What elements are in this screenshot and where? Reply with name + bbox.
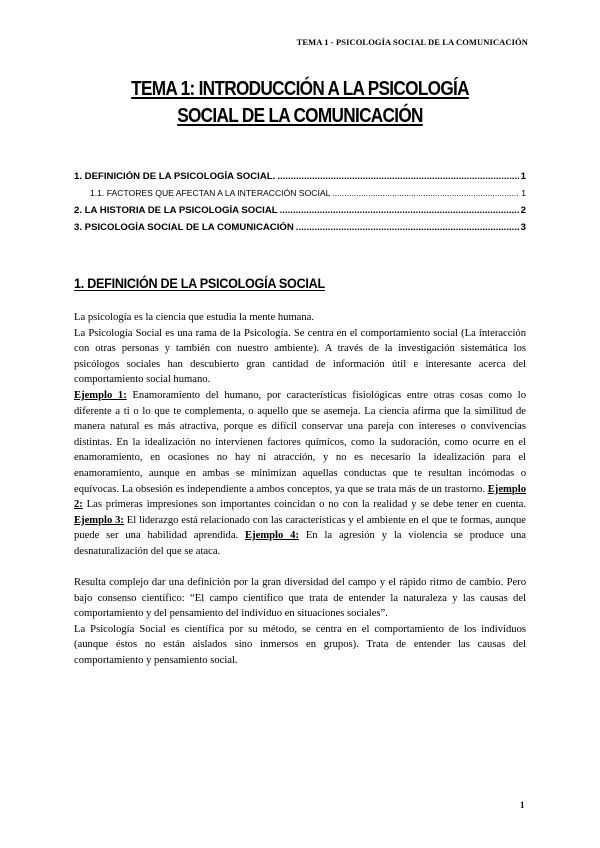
example-text: El liderazgo está relacionado con las características y el ambiente en el que te formas, aunque puede ser una habilidad aprendida. xyxy=(74,514,526,542)
toc-dot-leader xyxy=(277,171,518,182)
examples-paragraph xyxy=(74,388,526,560)
toc-dot-leader xyxy=(280,205,519,216)
toc-entry[interactable] xyxy=(74,205,526,219)
document-title xyxy=(94,76,507,130)
toc-entry-page: 1 xyxy=(520,171,526,182)
running-header: TEMA 1 - PSICOLOGÍA SOCIAL DE LA COMUNICACIÓN xyxy=(296,37,528,47)
page-number: 1 xyxy=(520,800,525,810)
paragraph: La psicología es la ciencia que estudia la mente humana. xyxy=(74,312,315,323)
toc-entry-page: 2 xyxy=(520,205,526,216)
example-label: Ejemplo 1: xyxy=(74,389,127,401)
title-line-2: SOCIAL DE LA COMUNICACIÓN xyxy=(177,105,423,127)
toc-entry[interactable] xyxy=(90,188,526,202)
toc-dot-leader xyxy=(332,188,519,198)
paragraph: Resulta complejo dar una definición por la gran diversidad del campo y el rápido ritmo de cambio. Pero bajo consenso científico: “El campo científico que trata de entender la naturaleza y las causas del comportamiento y del pensamiento del individuo en situaciones sociales”. xyxy=(74,577,526,620)
toc-entry-label: 1. DEFINICIÓN DE LA PSICOLOGÍA SOCIAL. xyxy=(74,171,276,182)
example-text: Enamoramiento del humano, por características fisiológicas entre otras cosas como lo diferente a ti o lo que te complementa, o aquello que se asemeja. La ciencia afirma que la similitud de manera natural es más atractiva, porque es difícil conservar una pareja con intereses o convivencias distintas. En la idealización no intervienen factores químicos, como la sudoración, como ocurre en el enamoramiento, en ocasiones no hay ni atracción, y no es necesario la idealización para el enamoramiento, aunque en ambas se minimizan aquellas conductas que te resultan incómodas o equívocas. La obsesión es independiente a ambos conceptos, ya que se trata más de un trastorno. xyxy=(74,389,527,495)
toc-dot-leader xyxy=(296,222,519,233)
example-text: Las primeras impresiones son importantes coincidan o no con la realidad y se debe tener en cuenta. xyxy=(82,499,526,511)
paragraph-spacer xyxy=(74,560,526,576)
example-label: Ejemplo 3: xyxy=(74,514,124,526)
title-line-1: TEMA 1: INTRODUCCIÓN A LA PSICOLOGÍA xyxy=(131,78,469,100)
toc-entry-label: 2. LA HISTORIA DE LA PSICOLOGÍA SOCIAL xyxy=(74,205,278,216)
example-text: En la agresión y la violencia se produce una desnaturalización del que se ataca. xyxy=(74,530,526,557)
paragraph: La Psicología Social es científica por su método, se centra en el comportamiento de los individuos (aunque éstos no están aislados sino inmersos en grupos). Trata de entender las causas del comportamiento y pensamiento social. xyxy=(74,623,526,667)
toc-entry-page: 1 xyxy=(521,188,526,198)
section-body xyxy=(74,310,526,669)
paragraph: La Psicología Social es una rama de la Psicología. Se centra en el comportamiento social (La interacción con otras personas y también con nuestro ambiente). A través de la investigación sistemática los psicólogos sociales han descubierto gran cantidad de información útil e interesante acerca del comportamiento social humano. xyxy=(74,327,526,386)
example-label: Ejemplo 4: xyxy=(245,530,299,542)
toc-entry-page: 3 xyxy=(520,222,526,233)
section-heading: 1. DEFINICIÓN DE LA PSICOLOGÍA SOCIAL xyxy=(74,275,325,291)
toc-entry-label: 3. PSICOLOGÍA SOCIAL DE LA COMUNICACIÓN xyxy=(74,222,294,233)
toc-entry[interactable] xyxy=(74,222,526,236)
toc-entry-label: 1.1. FACTORES QUE AFECTAN A LA INTERACCIÓN SOCIAL xyxy=(90,188,331,198)
toc-entry[interactable] xyxy=(74,171,526,185)
example-label: Ejemplo 2: xyxy=(74,483,526,511)
